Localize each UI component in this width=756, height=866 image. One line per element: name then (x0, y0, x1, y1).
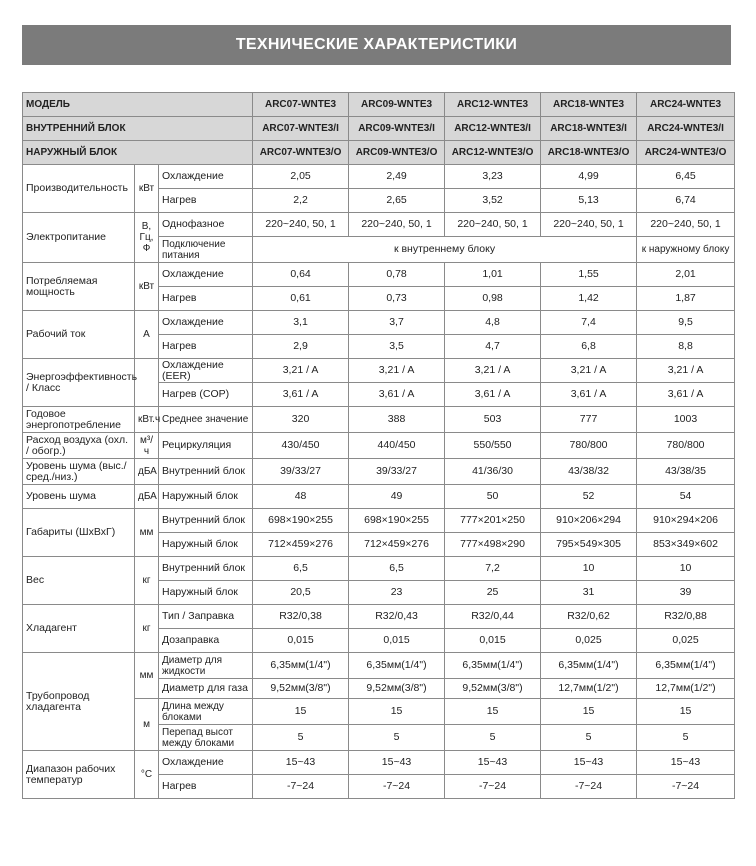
value-cell: 2,01 (637, 263, 735, 287)
value-cell: 6,74 (637, 189, 735, 213)
unit-label: кВт (135, 263, 159, 311)
value-cell: 43/38/35 (637, 459, 735, 485)
value-cell: R32/0,43 (349, 605, 445, 629)
condition-label: Диаметр для жидкости (159, 653, 253, 679)
table-row (23, 165, 735, 189)
value-cell: -7~24 (445, 775, 541, 799)
unit-label: м (135, 699, 159, 751)
table-row (23, 407, 735, 433)
value-cell: 2,65 (349, 189, 445, 213)
table-row (23, 653, 735, 679)
header-cell: ARC18-WNTE3 (541, 93, 637, 117)
header-label: ВНУТРЕННИЙ БЛОК (23, 117, 253, 141)
value-cell: 503 (445, 407, 541, 433)
value-cell: 3,21 / A (541, 359, 637, 383)
value-cell: 52 (541, 485, 637, 509)
value-cell: 0,98 (445, 287, 541, 311)
header-cell: ARC18-WNTE3/I (541, 117, 637, 141)
value-cell: 3,21 / A (637, 359, 735, 383)
unit-label: дБА (135, 485, 159, 509)
value-cell: 9,52мм(3/8") (349, 679, 445, 699)
value-cell: 15~43 (541, 751, 637, 775)
param-label: Трубопровод хладагента (23, 653, 135, 751)
value-cell: 1,87 (637, 287, 735, 311)
condition-label: Однофазное (159, 213, 253, 237)
value-cell: 23 (349, 581, 445, 605)
header-cell: ARC24-WNTE3/O (637, 141, 735, 165)
unit-label: кг (135, 605, 159, 653)
value-cell: 0,61 (253, 287, 349, 311)
value-cell: 4,99 (541, 165, 637, 189)
condition-label: Наружный блок (159, 533, 253, 557)
value-cell-merged: к внутреннему блоку (253, 237, 637, 263)
value-cell: 388 (349, 407, 445, 433)
param-label: Электропитание (23, 213, 135, 263)
param-label: Диапазон рабочих температур (23, 751, 135, 799)
header-cell: ARC24-WNTE3/I (637, 117, 735, 141)
value-cell: 0,78 (349, 263, 445, 287)
value-cell: 39 (637, 581, 735, 605)
value-cell: 2,05 (253, 165, 349, 189)
value-cell: 15 (445, 699, 541, 725)
param-label: Уровень шума (выс./ сред./низ.) (23, 459, 135, 485)
value-cell: -7~24 (541, 775, 637, 799)
header-cell: ARC09-WNTE3 (349, 93, 445, 117)
value-cell: -7~24 (637, 775, 735, 799)
value-cell: 0,015 (253, 629, 349, 653)
condition-label: Нагрев (159, 189, 253, 213)
value-cell: 220~240, 50, 1 (637, 213, 735, 237)
value-cell: R32/0,38 (253, 605, 349, 629)
value-cell: 6,35мм(1/4") (445, 653, 541, 679)
value-cell: 6,8 (541, 335, 637, 359)
condition-label: Охлаждение (159, 311, 253, 335)
value-cell: 1003 (637, 407, 735, 433)
value-cell: 9,5 (637, 311, 735, 335)
value-cell: 698×190×255 (253, 509, 349, 533)
value-cell: 9,52мм(3/8") (445, 679, 541, 699)
spec-title: ТЕХНИЧЕСКИЕ ХАРАКТЕРИСТИКИ (22, 25, 731, 65)
condition-label: Охлаждение (159, 165, 253, 189)
value-cell: 39/33/27 (349, 459, 445, 485)
value-cell: 31 (541, 581, 637, 605)
header-label: НАРУЖНЫЙ БЛОК (23, 141, 253, 165)
value-cell: 50 (445, 485, 541, 509)
table-row (23, 751, 735, 775)
condition-label: Внутренний блок (159, 557, 253, 581)
value-cell: 5 (349, 725, 445, 751)
header-cell: ARC07-WNTE3 (253, 93, 349, 117)
value-cell: 39/33/27 (253, 459, 349, 485)
value-cell: 5 (445, 725, 541, 751)
value-cell: 777×201×250 (445, 509, 541, 533)
value-cell: 6,5 (349, 557, 445, 581)
condition-label: Наружный блок (159, 485, 253, 509)
condition-label: Охлаждение (159, 751, 253, 775)
spec-table (22, 92, 735, 799)
value-cell: 15 (637, 699, 735, 725)
value-cell: 712×459×276 (253, 533, 349, 557)
value-cell: -7~24 (253, 775, 349, 799)
value-cell: 15~43 (253, 751, 349, 775)
value-cell: -7~24 (349, 775, 445, 799)
condition-label: Среднее значение (159, 407, 253, 433)
value-cell: 6,35мм(1/4") (349, 653, 445, 679)
value-cell: 48 (253, 485, 349, 509)
value-cell: 43/38/32 (541, 459, 637, 485)
value-cell: 220~240, 50, 1 (445, 213, 541, 237)
value-cell: 853×349×602 (637, 533, 735, 557)
value-cell: 780/800 (637, 433, 735, 459)
value-cell: 0,025 (637, 629, 735, 653)
value-cell: 220~240, 50, 1 (349, 213, 445, 237)
condition-label: Охлаждение (EER) (159, 359, 253, 383)
value-cell: 6,5 (253, 557, 349, 581)
value-cell: 3,61 / A (445, 383, 541, 407)
value-cell: 15 (349, 699, 445, 725)
condition-label: Внутренний блок (159, 459, 253, 485)
value-cell: 7,4 (541, 311, 637, 335)
value-cell: R32/0,62 (541, 605, 637, 629)
condition-label: Тип / Заправка (159, 605, 253, 629)
header-row-indoor (23, 117, 735, 141)
value-cell: 5,13 (541, 189, 637, 213)
value-cell: 54 (637, 485, 735, 509)
value-cell: 15 (541, 699, 637, 725)
value-cell: 15~43 (445, 751, 541, 775)
unit-label: м³/ч (135, 433, 159, 459)
header-cell: ARC07-WNTE3/O (253, 141, 349, 165)
condition-label: Наружный блок (159, 581, 253, 605)
unit-label: В, Гц, Ф (135, 213, 159, 263)
condition-label: Диаметр для газа (159, 679, 253, 699)
value-cell: 550/550 (445, 433, 541, 459)
value-cell: 10 (541, 557, 637, 581)
value-cell: 910×206×294 (541, 509, 637, 533)
value-cell: 20,5 (253, 581, 349, 605)
value-cell: 3,21 / A (253, 359, 349, 383)
condition-label: Подключение питания (159, 237, 253, 263)
table-row (23, 459, 735, 485)
value-cell: 3,7 (349, 311, 445, 335)
value-cell: 6,35мм(1/4") (253, 653, 349, 679)
value-cell: к наружному блоку (637, 237, 735, 263)
param-label: Рабочий ток (23, 311, 135, 359)
value-cell: 1,01 (445, 263, 541, 287)
value-cell: 220~240, 50, 1 (541, 213, 637, 237)
header-row-outdoor (23, 141, 735, 165)
table-row (23, 485, 735, 509)
value-cell: 3,52 (445, 189, 541, 213)
value-cell: 780/800 (541, 433, 637, 459)
value-cell: 2,49 (349, 165, 445, 189)
unit-label: кВт (135, 165, 159, 213)
value-cell: 795×549×305 (541, 533, 637, 557)
value-cell: 5 (637, 725, 735, 751)
unit-label (135, 359, 159, 407)
table-row (23, 263, 735, 287)
condition-label: Нагрев (COP) (159, 383, 253, 407)
param-label: Габариты (ШхВхГ) (23, 509, 135, 557)
value-cell: 41/36/30 (445, 459, 541, 485)
condition-label: Нагрев (159, 775, 253, 799)
header-cell: ARC09-WNTE3/O (349, 141, 445, 165)
table-row (23, 605, 735, 629)
value-cell: 49 (349, 485, 445, 509)
value-cell: 910×294×206 (637, 509, 735, 533)
header-cell: ARC07-WNTE3/I (253, 117, 349, 141)
value-cell: 0,015 (349, 629, 445, 653)
param-label: Хладагент (23, 605, 135, 653)
param-label: Потребляемая мощность (23, 263, 135, 311)
value-cell: 0,015 (445, 629, 541, 653)
param-label: Годовое энергопотребление (23, 407, 135, 433)
value-cell: 25 (445, 581, 541, 605)
value-cell: 12,7мм(1/2") (637, 679, 735, 699)
value-cell: 777 (541, 407, 637, 433)
header-row-model (23, 93, 735, 117)
table-row (23, 433, 735, 459)
condition-label: Нагрев (159, 287, 253, 311)
value-cell: 4,7 (445, 335, 541, 359)
value-cell: 8,8 (637, 335, 735, 359)
value-cell: 5 (541, 725, 637, 751)
value-cell: 12,7мм(1/2") (541, 679, 637, 699)
header-cell: ARC12-WNTE3/O (445, 141, 541, 165)
value-cell: 3,21 / A (349, 359, 445, 383)
header-cell: ARC12-WNTE3/I (445, 117, 541, 141)
condition-label: Рециркуляция (159, 433, 253, 459)
value-cell: 3,21 / A (445, 359, 541, 383)
value-cell: 3,61 / A (541, 383, 637, 407)
value-cell: 3,61 / A (253, 383, 349, 407)
unit-label: кВт.ч (135, 407, 159, 433)
header-cell: ARC12-WNTE3 (445, 93, 541, 117)
value-cell: 0,025 (541, 629, 637, 653)
value-cell: 320 (253, 407, 349, 433)
value-cell: 15 (253, 699, 349, 725)
value-cell: R32/0,44 (445, 605, 541, 629)
unit-label: мм (135, 509, 159, 557)
header-cell: ARC18-WNTE3/O (541, 141, 637, 165)
header-cell: ARC24-WNTE3 (637, 93, 735, 117)
value-cell: 0,73 (349, 287, 445, 311)
condition-label: Дозаправка (159, 629, 253, 653)
value-cell: 6,35мм(1/4") (637, 653, 735, 679)
param-label: Производительность (23, 165, 135, 213)
value-cell: 440/450 (349, 433, 445, 459)
condition-label: Внутренний блок (159, 509, 253, 533)
value-cell: 3,1 (253, 311, 349, 335)
table-row (23, 213, 735, 237)
value-cell: 712×459×276 (349, 533, 445, 557)
table-row (23, 509, 735, 533)
condition-label: Длина между блоками (159, 699, 253, 725)
value-cell: 3,61 / A (349, 383, 445, 407)
condition-label: Перепад высот между блоками (159, 725, 253, 751)
unit-label: кг (135, 557, 159, 605)
value-cell: 430/450 (253, 433, 349, 459)
value-cell: 9,52мм(3/8") (253, 679, 349, 699)
unit-label: мм (135, 653, 159, 699)
value-cell: 15~43 (637, 751, 735, 775)
header-cell: ARC09-WNTE3/I (349, 117, 445, 141)
value-cell: 4,8 (445, 311, 541, 335)
value-cell: 2,2 (253, 189, 349, 213)
param-label: Вес (23, 557, 135, 605)
unit-label: °С (135, 751, 159, 799)
value-cell: 6,35мм(1/4") (541, 653, 637, 679)
value-cell: 1,42 (541, 287, 637, 311)
spec-table-body (23, 93, 735, 799)
param-label: Уровень шума (23, 485, 135, 509)
table-row (23, 359, 735, 383)
param-label: Расход воздуха (охл. / обогр.) (23, 433, 135, 459)
value-cell: 10 (637, 557, 735, 581)
value-cell: 777×498×290 (445, 533, 541, 557)
value-cell: 698×190×255 (349, 509, 445, 533)
value-cell: 0,64 (253, 263, 349, 287)
value-cell: 2,9 (253, 335, 349, 359)
value-cell: 1,55 (541, 263, 637, 287)
condition-label: Охлаждение (159, 263, 253, 287)
value-cell: 3,23 (445, 165, 541, 189)
condition-label: Нагрев (159, 335, 253, 359)
unit-label: дБА (135, 459, 159, 485)
unit-label: А (135, 311, 159, 359)
header-label: МОДЕЛЬ (23, 93, 253, 117)
table-row (23, 557, 735, 581)
table-row (23, 311, 735, 335)
value-cell: R32/0,88 (637, 605, 735, 629)
value-cell: 6,45 (637, 165, 735, 189)
value-cell: 7,2 (445, 557, 541, 581)
value-cell: 15~43 (349, 751, 445, 775)
value-cell: 5 (253, 725, 349, 751)
value-cell: 220~240, 50, 1 (253, 213, 349, 237)
value-cell: 3,5 (349, 335, 445, 359)
value-cell: 3,61 / A (637, 383, 735, 407)
param-label: Энергоэффективность / Класс (23, 359, 135, 407)
